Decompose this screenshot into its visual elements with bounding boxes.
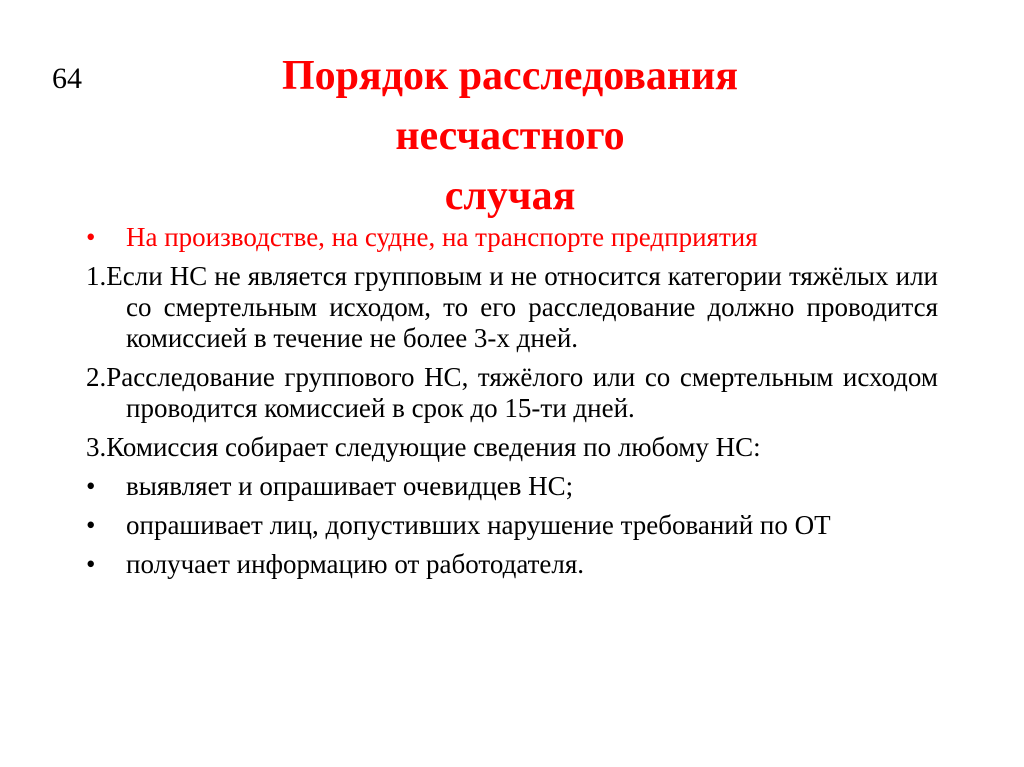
bullet-marker: • xyxy=(86,471,96,501)
bullet-item-2 xyxy=(86,510,938,541)
numbered-item-1: 1.Если НС не является групповым и не относится категории тяжёлых или со смертельным исходом, то его расследование должно проводится комиссией в течение не более 3-х дней. xyxy=(86,261,938,353)
bullet-item-1 xyxy=(86,471,938,502)
intro-item xyxy=(86,222,938,253)
intro-text: На производстве, на судне, на транспорте предприятия xyxy=(126,222,758,252)
slide-content xyxy=(86,222,938,588)
bullet-marker: • xyxy=(86,222,96,252)
bullet-text: выявляет и опрашивает очевидцев НС; xyxy=(126,471,574,501)
numbered-item-3: 3.Комиссия собирает следующие сведения по любому НС: xyxy=(86,432,761,462)
bullet-marker: • xyxy=(86,549,96,579)
bullet-text: опрашивает лиц, допустивших нарушение требований по ОТ xyxy=(126,510,831,540)
bullet-item-3 xyxy=(86,549,938,580)
numbered-item-2: 2.Расследование группового НС, тяжёлого или со смертельным исходом проводится комиссией в срок до 15-ти дней. xyxy=(86,362,938,423)
bullet-marker: • xyxy=(86,510,96,540)
title-line-2: несчастного xyxy=(395,113,625,159)
bullet-text: получает информацию от работодателя. xyxy=(126,549,585,579)
title-line-1: Порядок расследования xyxy=(282,53,738,99)
title-line-3: случая xyxy=(444,173,576,219)
slide-title xyxy=(150,46,870,226)
slide-number: 64 xyxy=(52,62,82,95)
